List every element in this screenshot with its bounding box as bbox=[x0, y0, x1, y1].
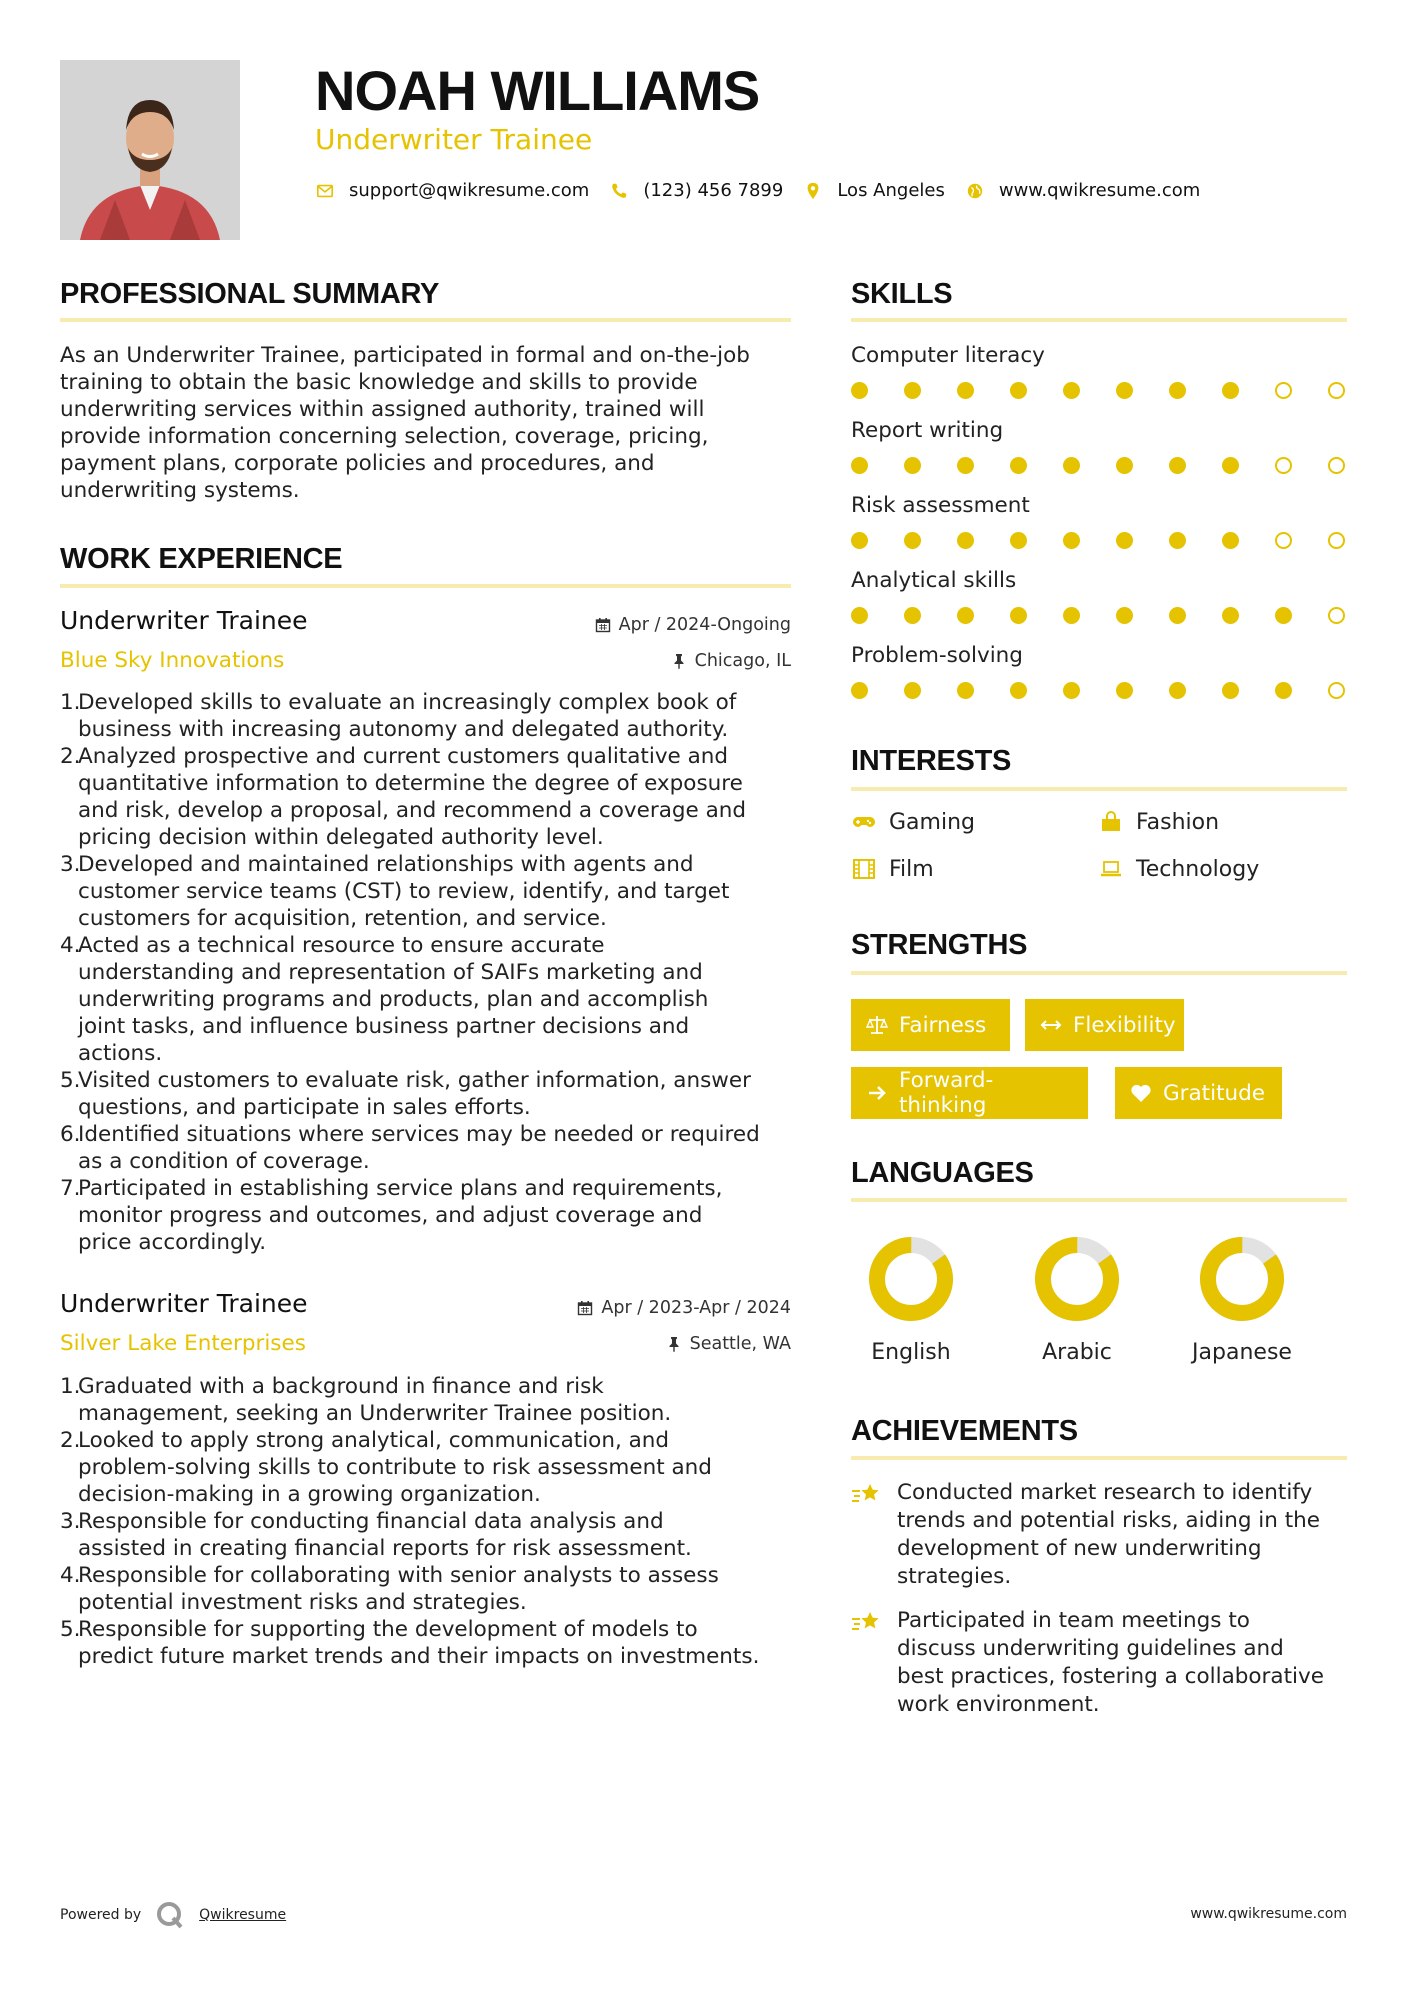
phone-icon bbox=[609, 181, 629, 201]
profile-photo bbox=[60, 60, 240, 240]
list-item: 3. Responsible for conducting financial data analysis and assisted in creating financial reports for risk assessment. bbox=[60, 1509, 692, 1561]
list-item: 7. Participated in establishing service plans and requirements, monitor progress and outcomes, and adjust coverage and price accordingly. bbox=[60, 1176, 723, 1255]
summary-line: underwriting services within assigned authority, trained will bbox=[60, 397, 705, 422]
shopping-bag-icon bbox=[1098, 809, 1124, 835]
interests-heading: INTERESTS bbox=[851, 745, 1012, 777]
rating-dot-empty bbox=[1328, 682, 1345, 699]
calendar-icon bbox=[595, 617, 611, 633]
rating-dot-filled bbox=[1116, 682, 1133, 699]
rating-dot-filled bbox=[1010, 382, 1027, 399]
rating-dot-filled bbox=[851, 682, 868, 699]
contact-location bbox=[803, 180, 945, 201]
rating-dot-filled bbox=[1222, 457, 1239, 474]
portrait-image bbox=[60, 60, 240, 240]
skill-rating bbox=[851, 532, 1345, 549]
interest-technology bbox=[1098, 856, 1259, 882]
heart-icon bbox=[1129, 1081, 1153, 1105]
pushpin-icon bbox=[666, 1336, 682, 1352]
strength-badge bbox=[851, 1067, 1088, 1119]
summary-line: payment plans, corporate policies and procedures, and bbox=[60, 451, 655, 476]
rating-dot-filled bbox=[1116, 607, 1133, 624]
summary-divider bbox=[60, 318, 791, 322]
achievement-item bbox=[851, 1607, 1351, 1719]
rating-dot-filled bbox=[904, 457, 921, 474]
shooting-star-icon bbox=[851, 1609, 883, 1719]
contact-website[interactable] bbox=[965, 180, 1200, 201]
language-donut bbox=[1034, 1236, 1120, 1322]
list-item: 5. Visited customers to evaluate risk, gather information, answer questions, and participate in sales efforts. bbox=[60, 1068, 751, 1120]
rating-dot-filled bbox=[1010, 682, 1027, 699]
job-date-text: Apr / 2024-Ongoing bbox=[618, 615, 791, 635]
list-item: 4. Acted as a technical resource to ensure accurate understanding and representation of SAIFs marketing and underwriting programs and products, plan and accomplish joint tasks, and influence business partner decisions and actions. bbox=[60, 933, 709, 1066]
arrows-horizontal-icon bbox=[1039, 1013, 1063, 1037]
list-item: 2. Looked to apply strong analytical, communication, and problem-solving skills to contribute to risk assessment and decision-making in a growing organization. bbox=[60, 1428, 712, 1507]
achievement-item bbox=[851, 1479, 1351, 1591]
contact-email[interactable] bbox=[315, 180, 589, 201]
rating-dot-filled bbox=[1116, 382, 1133, 399]
rating-dot-filled bbox=[1169, 457, 1186, 474]
list-item: 2. Analyzed prospective and current customers qualitative and quantitative information to determine the degree of exposure and risk, develop a proposal, and recommend a coverage and pricing decision within delegated authority level. bbox=[60, 744, 747, 850]
shooting-star-icon bbox=[851, 1481, 883, 1591]
balance-scale-icon bbox=[865, 1013, 889, 1037]
gamepad-icon bbox=[851, 809, 877, 835]
achievements-heading: ACHIEVEMENTS bbox=[851, 1415, 1078, 1447]
summary-line: As an Underwriter Trainee, participated in formal and on-the-job bbox=[60, 343, 750, 368]
interest-label: Fashion bbox=[1136, 809, 1220, 835]
footer-powered-by bbox=[60, 1900, 286, 1930]
footer-website[interactable]: www.qwikresume.com bbox=[1190, 1906, 1347, 1922]
rating-dot-filled bbox=[851, 457, 868, 474]
experience-heading: WORK EXPERIENCE bbox=[60, 543, 343, 575]
rating-dot-filled bbox=[851, 382, 868, 399]
rating-dot-filled bbox=[904, 532, 921, 549]
envelope-icon bbox=[315, 181, 335, 201]
strengths-heading: STRENGTHS bbox=[851, 929, 1028, 961]
donut-fill bbox=[868, 1236, 954, 1322]
contact-website-text: www.qwikresume.com bbox=[998, 180, 1201, 201]
rating-dot-filled bbox=[957, 457, 974, 474]
interest-fashion bbox=[1098, 809, 1219, 835]
calendar-icon bbox=[577, 1300, 593, 1316]
interest-film bbox=[851, 856, 934, 882]
rating-dot-empty bbox=[1275, 457, 1292, 474]
brand-link[interactable]: Qwikresume bbox=[199, 1907, 287, 1923]
interest-label: Technology bbox=[1136, 856, 1260, 882]
rating-dot-filled bbox=[1222, 607, 1239, 624]
contact-phone[interactable] bbox=[609, 180, 783, 201]
language-donut bbox=[868, 1236, 954, 1322]
job-title: Underwriter Trainee bbox=[60, 1289, 308, 1318]
job-date-text: Apr / 2023-Apr / 2024 bbox=[601, 1298, 791, 1318]
rating-dot-empty bbox=[1275, 532, 1292, 549]
languages-divider bbox=[851, 1198, 1347, 1202]
language-item bbox=[1182, 1236, 1302, 1365]
rating-dot-filled bbox=[904, 382, 921, 399]
skills-divider bbox=[851, 318, 1347, 322]
job-location bbox=[671, 651, 791, 671]
donut-fill bbox=[1034, 1236, 1120, 1322]
skill-name: Computer literacy bbox=[851, 343, 1045, 368]
language-name: English bbox=[871, 1340, 951, 1365]
rating-dot-filled bbox=[904, 682, 921, 699]
list-item: 1. Developed skills to evaluate an increasingly complex book of business with increasing autonomy and delegated authority. bbox=[60, 690, 737, 742]
rating-dot-filled bbox=[1222, 682, 1239, 699]
skill-name: Report writing bbox=[851, 418, 1004, 443]
film-icon bbox=[851, 856, 877, 882]
rating-dot-filled bbox=[957, 607, 974, 624]
skills-heading: SKILLS bbox=[851, 278, 953, 310]
rating-dot-filled bbox=[1010, 532, 1027, 549]
summary-line: training to obtain the basic knowledge and skills to provide bbox=[60, 370, 698, 395]
skill-name: Analytical skills bbox=[851, 568, 1017, 593]
arrow-right-icon bbox=[865, 1081, 889, 1105]
language-name: Arabic bbox=[1042, 1340, 1112, 1365]
rating-dot-empty bbox=[1328, 382, 1345, 399]
rating-dot-filled bbox=[957, 532, 974, 549]
contact-location-text: Los Angeles bbox=[837, 180, 945, 201]
rating-dot-filled bbox=[851, 532, 868, 549]
rating-dot-filled bbox=[1116, 532, 1133, 549]
interest-gaming bbox=[851, 809, 975, 835]
interests-divider bbox=[851, 787, 1347, 791]
skill-rating bbox=[851, 682, 1345, 699]
rating-dot-filled bbox=[1169, 682, 1186, 699]
achievement-text: Participated in team meetings to discuss underwriting guidelines and best practices, fostering a collaborative work environment. bbox=[897, 1608, 1324, 1717]
rating-dot-filled bbox=[851, 607, 868, 624]
contact-phone-text: (123) 456 7899 bbox=[643, 180, 784, 201]
summary-line: underwriting systems. bbox=[60, 478, 300, 503]
rating-dot-filled bbox=[1275, 682, 1292, 699]
language-item bbox=[1017, 1236, 1137, 1365]
rating-dot-filled bbox=[1222, 382, 1239, 399]
rating-dot-empty bbox=[1275, 382, 1292, 399]
donut-fill bbox=[1199, 1236, 1285, 1322]
rating-dot-filled bbox=[1169, 607, 1186, 624]
rating-dot-empty bbox=[1328, 457, 1345, 474]
list-item: 3. Developed and maintained relationships with agents and customer service teams (CST) to review, identify, and target customers for acquisition, retention, and service. bbox=[60, 852, 730, 931]
languages-heading: LANGUAGES bbox=[851, 1157, 1034, 1189]
strengths-divider bbox=[851, 971, 1347, 975]
language-name: Japanese bbox=[1192, 1340, 1292, 1365]
job-title: Underwriter Trainee bbox=[60, 606, 308, 635]
strength-label: Fairness bbox=[899, 1012, 987, 1038]
rating-dot-filled bbox=[1063, 532, 1080, 549]
rating-dot-filled bbox=[1010, 457, 1027, 474]
list-item: 5. Responsible for supporting the development of models to predict future market trends and their impacts on investments. bbox=[60, 1617, 760, 1669]
skill-rating bbox=[851, 382, 1345, 399]
strength-badge bbox=[1115, 1067, 1282, 1119]
job-date bbox=[595, 615, 791, 635]
rating-dot-filled bbox=[1063, 457, 1080, 474]
rating-dot-empty bbox=[1328, 607, 1345, 624]
interest-label: Gaming bbox=[889, 809, 975, 835]
rating-dot-filled bbox=[1222, 532, 1239, 549]
rating-dot-filled bbox=[1169, 382, 1186, 399]
rating-dot-filled bbox=[1169, 532, 1186, 549]
summary-line: provide information concerning selection, coverage, pricing, bbox=[60, 424, 709, 449]
job-date bbox=[577, 1298, 791, 1318]
experience-divider bbox=[60, 584, 791, 588]
rating-dot-filled bbox=[904, 607, 921, 624]
skill-rating bbox=[851, 607, 1345, 624]
powered-by-label: Powered by bbox=[60, 1907, 142, 1923]
pushpin-icon bbox=[671, 653, 687, 669]
achievement-text: Conducted market research to identify trends and potential risks, aiding in the development of new underwriting strategies. bbox=[897, 1480, 1321, 1589]
job-company: Silver Lake Enterprises bbox=[60, 1331, 306, 1356]
summary-heading: PROFESSIONAL SUMMARY bbox=[60, 278, 440, 310]
rating-dot-filled bbox=[1063, 382, 1080, 399]
rating-dot-filled bbox=[1116, 457, 1133, 474]
rating-dot-filled bbox=[1275, 607, 1292, 624]
list-item: 1. Graduated with a background in finance and risk management, seeking an Underwriter Trainee position. bbox=[60, 1374, 672, 1426]
list-item: 4. Responsible for collaborating with senior analysts to assess potential investment risks and strategies. bbox=[60, 1563, 719, 1615]
language-item bbox=[851, 1236, 971, 1365]
strength-label: Gratitude bbox=[1163, 1080, 1266, 1106]
candidate-title: Underwriter Trainee bbox=[315, 123, 593, 156]
contact-email-text: support@qwikresume.com bbox=[349, 180, 590, 201]
rating-dot-filled bbox=[957, 682, 974, 699]
strength-badge bbox=[1025, 999, 1184, 1051]
skill-name: Problem-solving bbox=[851, 643, 1023, 668]
list-item: 6. Identified situations where services may be needed or required as a condition of coverage. bbox=[60, 1122, 760, 1174]
map-pin-icon bbox=[803, 181, 823, 201]
skill-rating bbox=[851, 457, 1345, 474]
candidate-name: NOAH WILLIAMS bbox=[315, 59, 760, 122]
job-location-text: Seattle, WA bbox=[689, 1334, 791, 1354]
contact-bar bbox=[315, 180, 1220, 201]
job-responsibilities bbox=[60, 1373, 800, 1670]
rating-dot-filled bbox=[957, 382, 974, 399]
achievements-divider bbox=[851, 1456, 1347, 1460]
summary-text bbox=[60, 342, 795, 504]
qwikresume-logo-icon bbox=[155, 1900, 185, 1930]
job-company: Blue Sky Innovations bbox=[60, 648, 285, 673]
strength-label: Flexibility bbox=[1073, 1012, 1176, 1038]
interest-label: Film bbox=[889, 856, 934, 882]
job-location bbox=[666, 1334, 791, 1354]
skill-name: Risk assessment bbox=[851, 493, 1030, 518]
rating-dot-empty bbox=[1328, 532, 1345, 549]
strength-label: Forward-thinking bbox=[899, 1068, 994, 1118]
strength-badge bbox=[851, 999, 1010, 1051]
language-donut bbox=[1199, 1236, 1285, 1322]
rating-dot-filled bbox=[1063, 682, 1080, 699]
rating-dot-filled bbox=[1010, 607, 1027, 624]
rating-dot-filled bbox=[1063, 607, 1080, 624]
laptop-icon bbox=[1098, 856, 1124, 882]
job-location-text: Chicago, IL bbox=[694, 651, 791, 671]
job-responsibilities bbox=[60, 689, 800, 1256]
globe-icon bbox=[965, 181, 985, 201]
